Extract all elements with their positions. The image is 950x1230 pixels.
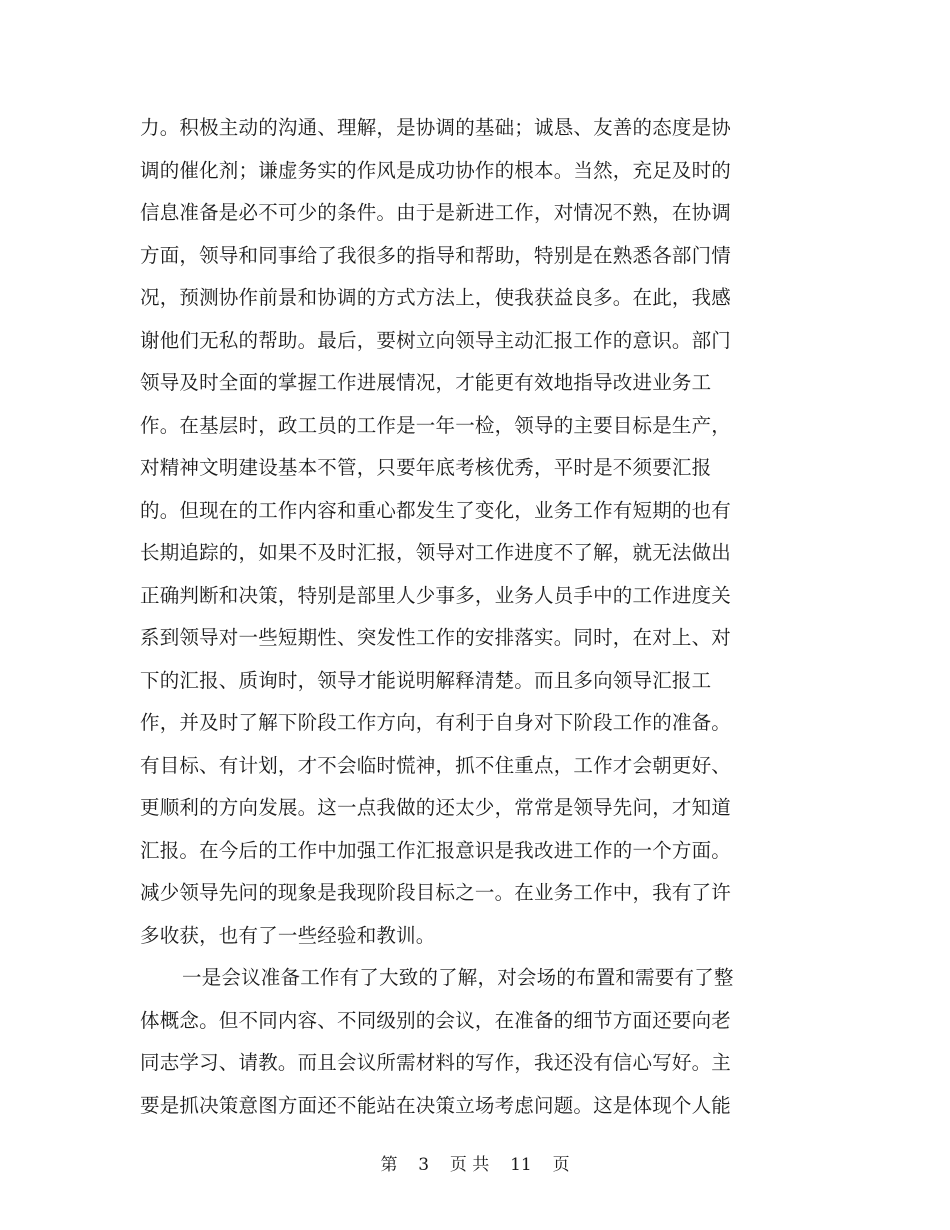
text-line: 力。积极主动的沟通、理解，是协调的基础；诚恳、友善的态度是协: [140, 116, 732, 139]
text-line: 减少领导先问的现象是我现阶段目标之一。在业务工作中，我有了许: [140, 881, 732, 904]
text-line: 有目标、有计划，才不会临时慌神，抓不住重点，工作才会朝更好、: [140, 753, 732, 777]
text-line: 汇报。在今后的工作中加强工作汇报意识是我改进工作的一个方面。: [140, 838, 732, 862]
text-line: 对精神文明建设基本不管，只要年底考核优秀，平时是不须要汇报: [140, 456, 712, 479]
footer-prefix: 第: [380, 1155, 398, 1175]
document-body: [140, 107, 760, 1127]
text-line: 多收获，也有了一些经验和教训。: [140, 923, 436, 947]
text-line: 作，并及时了解下阶段工作方向，有利于自身对下阶段工作的准备。: [140, 711, 732, 734]
text-line: 谢他们无私的帮助。最后，要树立向领导主动汇报工作的意识。部门: [140, 328, 732, 352]
total-pages-number: 11: [510, 1155, 532, 1175]
text-line: 体概念。但不同内容、不同级别的会议，在准备的细节方面还要向老: [140, 1008, 732, 1032]
text-line: 信息准备是必不可少的条件。由于是新进工作，对情况不熟，在协调: [140, 201, 732, 224]
text-line: 领导及时全面的掌握工作进展情况，才能更有效地指导改进业务工: [140, 371, 712, 394]
text-line: 调的催化剂；谦虚务实的作风是成功协作的根本。当然，充足及时的: [140, 158, 732, 182]
text-line: 要是抓决策意图方面还不能站在决策立场考虑问题。这是体现个人能: [140, 1093, 732, 1117]
text-line: 的。但现在的工作内容和重心都发生了变化，业务工作有短期的也有: [140, 498, 732, 522]
footer-suffix: 页: [552, 1155, 570, 1175]
current-page-number: 3: [418, 1155, 430, 1175]
page-footer: [0, 1150, 950, 1175]
text-line: 同志学习、请教。而且会议所需材料的写作，我还没有信心写好。主: [140, 1051, 732, 1074]
text-line: 作。在基层时，政工员的工作是一年一检，领导的主要目标是生产，: [140, 413, 732, 437]
text-line: 下的汇报、质询时，领导才能说明解释清楚。而且多向领导汇报工: [140, 668, 712, 692]
text-line: 况，预测协作前景和协调的方式方法上，使我获益良多。在此，我感: [140, 286, 732, 309]
text-line: 正确判断和决策，特别是部里人少事多，业务人员手中的工作进度关: [140, 583, 732, 607]
text-line: 更顺利的方向发展。这一点我做的还太少，常常是领导先问，才知道: [140, 796, 732, 819]
footer-middle: 页 共: [449, 1155, 490, 1175]
text-line: 方面，领导和同事给了我很多的指导和帮助，特别是在熟悉各部门情: [140, 243, 732, 267]
text-line: 系到领导对一些短期性、突发性工作的安排落实。同时，在对上、对: [140, 626, 732, 649]
text-line: 一是会议准备工作有了大致的了解，对会场的布置和需要有了整: [182, 966, 734, 989]
text-line: 长期追踪的，如果不及时汇报，领导对工作进度不了解，就无法做出: [140, 541, 732, 564]
